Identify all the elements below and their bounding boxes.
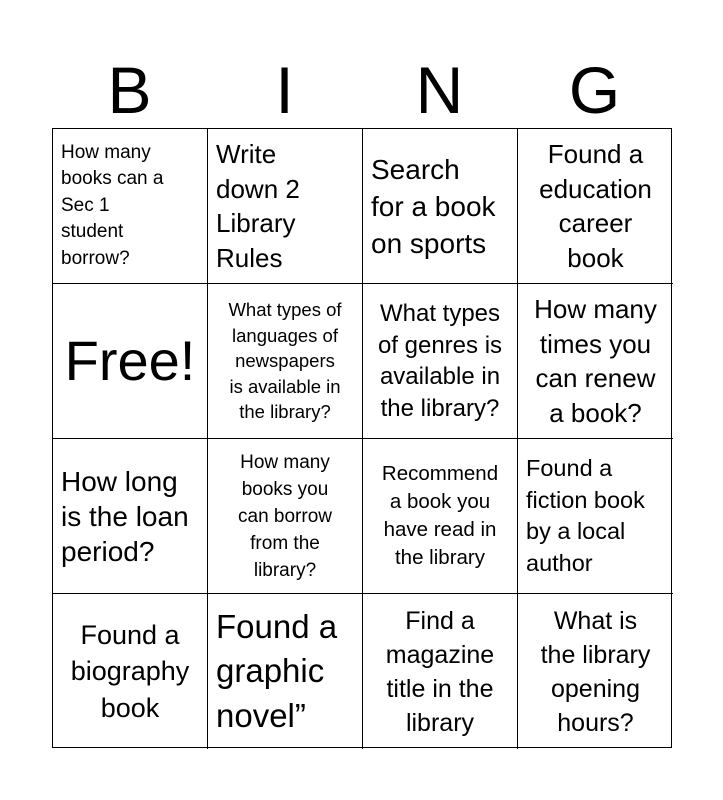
cell-text: How many books can a Sec 1 student borrow? (61, 141, 164, 269)
bingo-cell-r2-c0[interactable] (53, 439, 208, 594)
cell-text: Write down 2 Library Rules (216, 139, 300, 273)
bingo-header (52, 52, 672, 128)
header-letter-b: B (107, 53, 152, 127)
bingo-cell-r3-c0[interactable] (53, 594, 208, 749)
bingo-cell-r1-c0[interactable] (53, 284, 208, 439)
header-letter-g: G (568, 53, 621, 127)
bingo-cell-r0-c1[interactable] (208, 129, 363, 284)
bingo-cell-r0-c0[interactable] (53, 129, 208, 284)
bingo-cell-r1-c2[interactable] (363, 284, 518, 439)
cell-text: Found a biography book (70, 619, 190, 723)
header-letter-n: N (415, 53, 464, 127)
bingo-cell-r0-c2[interactable] (363, 129, 518, 284)
cell-text: Search for a book on sports (371, 153, 496, 259)
bingo-cell-r0-c3[interactable] (518, 129, 673, 284)
bingo-cell-r1-c1[interactable] (208, 284, 363, 439)
bingo-cell-r1-c3[interactable] (518, 284, 673, 439)
cell-text: Found a education career book (539, 139, 652, 273)
bingo-cell-r3-c3[interactable] (518, 594, 673, 749)
cell-text: Found a fiction book by a local author (526, 455, 645, 576)
cell-text: What is the library opening hours? (540, 606, 651, 737)
cell-text: Find a magazine title in the library (385, 606, 495, 737)
cell-text: Found a graphic novel” (216, 607, 338, 734)
header-letter-i: I (275, 53, 294, 127)
bingo-cell-r3-c1[interactable] (208, 594, 363, 749)
cell-text: How many times you can renew a book? (534, 294, 657, 428)
cell-text: How many books you can borrow from the library? (238, 451, 332, 581)
bingo-cell-r2-c3[interactable] (518, 439, 673, 594)
bingo-cell-r2-c2[interactable] (363, 439, 518, 594)
cell-text: Recommend a book you have read in the library (381, 462, 499, 569)
cell-text: How long is the loan period? (61, 465, 189, 567)
cell-text: What types of genres is available in the library? (377, 300, 503, 422)
bingo-cell-r3-c2[interactable] (363, 594, 518, 749)
bingo-board (52, 128, 672, 748)
cell-text: What types of languages of newspapers is available in the library? (228, 299, 342, 423)
free-space-text: Free! (64, 329, 196, 392)
bingo-cell-r2-c1[interactable] (208, 439, 363, 594)
